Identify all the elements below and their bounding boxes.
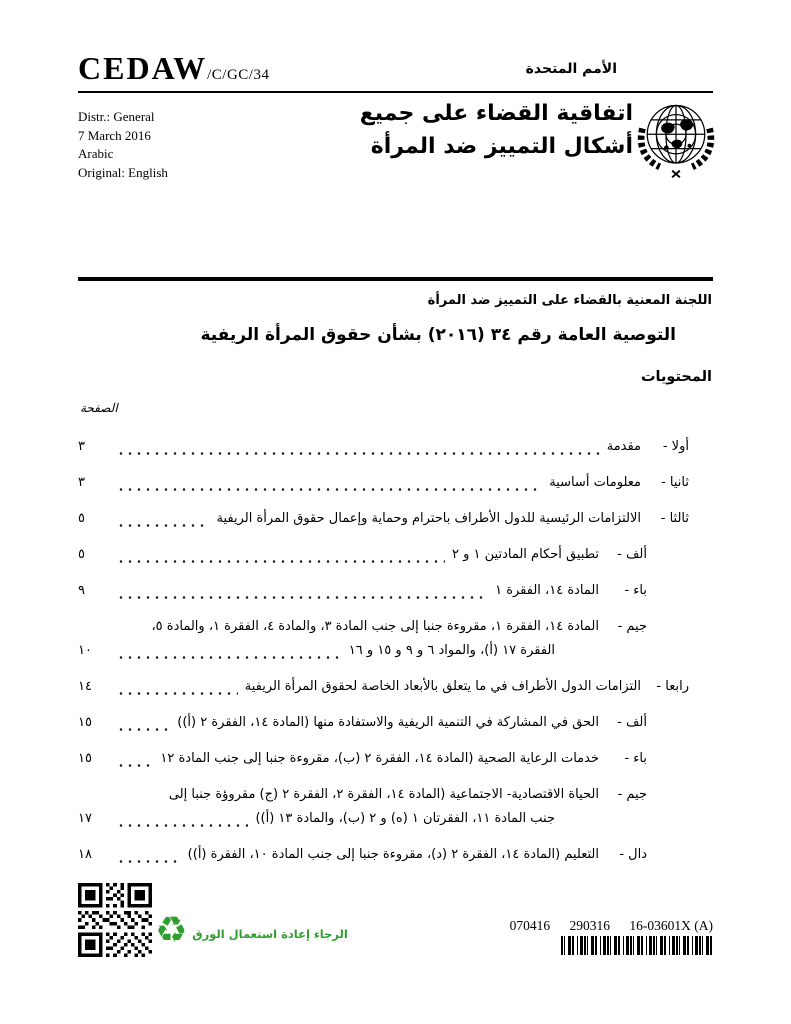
toc-row	[78, 749, 713, 768]
toc-page-number: ٥	[78, 547, 85, 562]
toc-page-number: ١٨	[78, 847, 92, 862]
toc-item-text: المادة ١٤، الفقرة ١	[495, 583, 599, 598]
leader-dots	[119, 727, 170, 732]
convention-title-line1: اتفاقية القضاء على جميع	[359, 101, 633, 126]
toc-item-label: أولا -	[662, 439, 689, 454]
toc-page-number: ١٥	[78, 751, 92, 766]
job-code-1: 070416	[509, 918, 551, 933]
toc-item-label: ثالثا -	[660, 511, 689, 526]
leader-dots	[119, 559, 445, 564]
distr-line: Distr.: General	[78, 109, 155, 124]
leader-dots	[119, 859, 181, 864]
toc-item-label: ألف -	[617, 715, 647, 730]
convention-title-line2: أشكال التمييز ضد المرأة	[370, 134, 633, 159]
recycle-text: الرجاء إعادة استعمال الورق	[192, 927, 348, 941]
leader-dots	[119, 763, 153, 768]
original-language-line: Original: English	[78, 164, 168, 180]
committee-name: اللجنة المعنية بالقضاء على التمييز ضد المرأة	[427, 293, 712, 308]
toc-page-number: ١٧	[78, 811, 92, 826]
toc-item-text: معلومات أساسية	[549, 475, 641, 490]
toc-row	[78, 713, 713, 732]
toc-item-text: الحق في المشاركة في التنمية الريفية والاستفادة منها (المادة ١٤، الفقرة ٢ (أ))	[177, 715, 599, 730]
toc-item-label: جيم -	[617, 787, 647, 802]
leader-dots	[119, 823, 248, 828]
barcode-image	[561, 936, 713, 955]
section-rule	[78, 277, 713, 281]
toc-row	[78, 845, 713, 864]
toc-row	[78, 617, 713, 660]
toc-row	[78, 581, 713, 600]
toc-item-label: رابعا -	[656, 679, 689, 694]
leader-dots	[119, 487, 542, 492]
toc-row	[78, 677, 713, 696]
toc-item-text: الالتزامات الرئيسية للدول الأطراف باحترام وحماية وإعمال حقوق المرأة الريفية	[216, 511, 641, 526]
toc-item-label: دال -	[619, 847, 647, 862]
header-rule	[78, 91, 713, 93]
toc-item-text-continued: جنب المادة ١١، الفقرتان ١ (ه) و ٢ (ب)، والمادة ١٣ (أ))	[255, 811, 555, 826]
toc-page-number: ١٥	[78, 715, 92, 730]
job-codes	[510, 918, 713, 934]
toc-item-text: خدمات الرعاية الصحية (المادة ١٤، الفقرة ٢ (ب)، مقروءة جنبا إلى جنب المادة ١٢	[160, 751, 599, 766]
leader-dots	[119, 523, 209, 528]
toc-item-label: ثانيا -	[661, 475, 689, 490]
distribution-block	[78, 108, 168, 182]
toc-item-label: جيم -	[617, 619, 647, 634]
toc-page-number: ١٠	[78, 643, 92, 658]
toc-row	[78, 509, 713, 528]
contents-heading: المحتويات	[640, 369, 712, 385]
recycle-notice	[155, 910, 348, 951]
page-column-heading: الصفحة	[80, 401, 118, 415]
toc-item-label: باء -	[624, 751, 647, 766]
toc-page-number: ٩	[78, 583, 85, 598]
document-symbol-suffix: /C/GC/34	[207, 67, 270, 83]
leader-dots	[119, 451, 600, 456]
document-symbol	[78, 50, 269, 87]
toc-item-label: ألف -	[617, 547, 647, 562]
toc-item-text-continued: الفقرة ١٧ (أ)، والمواد ٦ و ٩ و ١٥ و ١٦	[348, 643, 555, 658]
toc-page-number: ٥	[78, 511, 85, 526]
toc-row	[78, 473, 713, 492]
toc-page-number: ٣	[78, 439, 85, 454]
un-emblem-icon	[630, 94, 722, 184]
leader-dots	[119, 655, 342, 660]
toc-item-text: تطبيق أحكام المادتين ١ و ٢	[452, 547, 599, 562]
table-of-contents	[78, 437, 713, 881]
recycle-icon: ♻	[155, 910, 188, 951]
job-code-3: 16-03601X (A)	[629, 918, 713, 933]
toc-item-text: التزامات الدول الأطراف في ما يتعلق بالأبعاد الخاصة لحقوق المرأة الريفية	[244, 679, 641, 694]
toc-row	[78, 785, 713, 828]
job-code-2: 290316	[569, 918, 610, 933]
language-line: Arabic	[78, 146, 114, 161]
toc-row	[78, 437, 713, 456]
qr-code-image	[78, 882, 152, 958]
toc-item-text: الحياة الاقتصادية- الاجتماعية (المادة ١٤، الفقرة ٢، الفقرة ٢ (ج) مقروؤة جنبا إلى	[168, 787, 599, 802]
toc-page-number: ٣	[78, 475, 85, 490]
toc-item-text: المادة ١٤، الفقرة ١، مقروءة جنبا إلى جنب المادة ٣، والمادة ٤، الفقرة ١، والمادة ٥،	[151, 619, 599, 634]
leader-dots	[119, 595, 488, 600]
un-name-arabic: الأمم المتحدة	[525, 61, 617, 77]
toc-row	[78, 545, 713, 564]
toc-page-number: ١٤	[78, 679, 92, 694]
date-line: 7 March 2016	[78, 127, 151, 143]
page-title: التوصية العامة رقم ٣٤ (٢٠١٦) بشأن حقوق المرأة الريفية	[200, 325, 676, 345]
convention-title	[360, 97, 633, 163]
document-symbol-main: CEDAW	[78, 50, 208, 86]
toc-item-text: التعليم (المادة ١٤، الفقرة ٢ (د)، مقروءة جنبا إلى جنب المادة ١٠، الفقرة (أ))	[187, 847, 599, 862]
leader-dots	[119, 691, 238, 696]
toc-item-label: باء -	[624, 583, 647, 598]
toc-item-text: مقدمة	[606, 439, 641, 454]
